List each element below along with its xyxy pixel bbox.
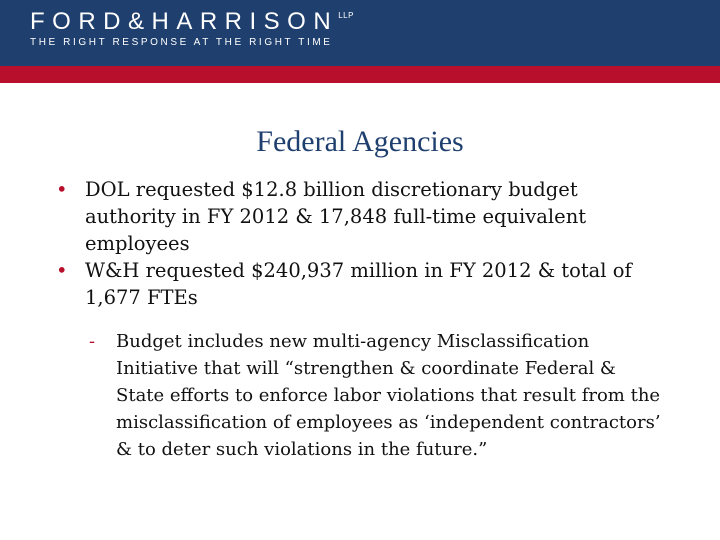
sub-bullet-marker: -: [89, 331, 96, 352]
accent-bar: [0, 66, 720, 83]
bullet-item: [0, 176, 665, 257]
bullet-marker: •: [56, 259, 68, 282]
header-banner: [0, 0, 720, 66]
slide-title: Federal Agencies: [256, 125, 464, 158]
slide-body: [0, 176, 720, 463]
company-tagline: THE RIGHT RESPONSE AT THE RIGHT TIME: [30, 37, 333, 48]
bullet-item: [0, 257, 665, 311]
company-logo: [30, 10, 354, 34]
sub-bullet-item: [0, 328, 661, 463]
bullet-text: W&H requested $240,937 million in FY 2012 & total of 1,677 FTEs: [85, 259, 632, 309]
sub-bullet-text: Budget includes new multi-agency Misclassification Initiative that will “strengthen & coordinate Federal & State efforts to enforce labor violations that result from the misclassification of employees as ‘independent contractors’ & to deter such violations in the future.”: [116, 331, 661, 460]
bullet-marker: •: [56, 178, 68, 201]
logo-text: FORD&HARRISON: [30, 8, 339, 35]
logo-suffix: LLP: [338, 11, 354, 20]
bullet-text: DOL requested $12.8 billion discretionary budget authority in FY 2012 & 17,848 full-time equivalent employees: [85, 178, 587, 255]
